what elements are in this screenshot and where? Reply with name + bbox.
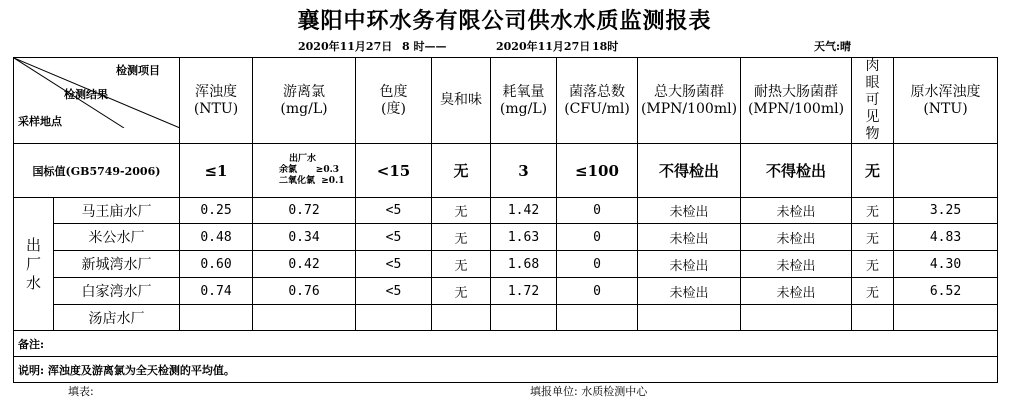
cell-chlorine: 0.76 [253,278,356,305]
std-oxygen: 3 [491,144,557,198]
plant-name: 米公水厂 [54,224,180,251]
cell-thermo-coliform [741,305,852,331]
cell-odor: 无 [432,278,491,305]
corner-location-label: 采样地点 [18,115,62,128]
header-corner [14,58,180,144]
cell-odor: 无 [432,251,491,278]
remark-label: 备注: [14,331,998,357]
col-oxygen: 耗氧量 (mg/L) [491,58,557,144]
table-row [14,198,998,224]
cell-colony: 0 [557,198,638,224]
std-raw-turbidity [894,144,998,198]
standard-label: 国标值(GB5749-2006) [14,144,180,198]
std-coliform: 不得检出 [638,144,741,198]
cell-raw-turbidity: 6.52 [894,278,998,305]
plant-name: 白家湾水厂 [54,278,180,305]
report-title: 襄阳中环水务有限公司供水水质监测报表 [297,8,712,34]
col-thermo-coliform: 耐热大肠菌群 (MPN/100ml) [741,58,852,144]
cell-colony: 0 [557,278,638,305]
cell-raw-turbidity: 3.25 [894,198,998,224]
date-start: 2020年11月27日 [298,40,393,53]
cell-turbidity [180,305,253,331]
cell-visible: 无 [852,251,894,278]
col-visible: 肉眼可见物 [852,58,894,144]
plant-name: 汤店水厂 [54,305,180,331]
plant-name: 新城湾水厂 [54,251,180,278]
std-color: <15 [356,144,432,198]
cell-coliform: 未检出 [638,198,741,224]
col-color: 色度 (度) [356,58,432,144]
date-end: 2020年11月27日 [496,40,591,53]
std-thermo-coliform: 不得检出 [741,144,852,198]
table-row [14,278,998,305]
cell-color [356,305,432,331]
cell-color: <5 [356,198,432,224]
cell-chlorine [253,305,356,331]
cell-chlorine: 0.72 [253,198,356,224]
cell-oxygen: 1.68 [491,251,557,278]
cell-chlorine: 0.42 [253,251,356,278]
cell-odor: 无 [432,224,491,251]
col-raw-turbidity: 原水浑浊度 (NTU) [894,58,998,144]
cell-thermo-coliform: 未检出 [741,278,852,305]
cell-visible: 无 [852,278,894,305]
cell-turbidity: 0.60 [180,251,253,278]
cell-visible [852,305,894,331]
weather: 天气:晴 [814,40,852,53]
cell-colony: 0 [557,251,638,278]
std-visible: 无 [852,144,894,198]
cell-oxygen: 1.72 [491,278,557,305]
hour-end: 18时 [592,40,619,53]
unit-label: 填报单位: 水质检测中心 [530,385,648,398]
cell-oxygen: 1.42 [491,198,557,224]
cell-color: <5 [356,224,432,251]
cell-color: <5 [356,251,432,278]
cell-thermo-coliform: 未检出 [741,224,852,251]
col-colony: 菌落总数 (CFU/ml) [557,58,638,144]
cell-turbidity: 0.48 [180,224,253,251]
cell-colony [557,305,638,331]
cell-oxygen [491,305,557,331]
cell-turbidity: 0.25 [180,198,253,224]
water-quality-table [13,57,998,383]
cell-color: <5 [356,278,432,305]
note-text: 说明: 浑浊度及游离氯为全天检测的平均值。 [14,357,998,383]
col-chlorine: 游离氯 (mg/L) [253,58,356,144]
col-turbidity: 浑浊度 (NTU) [180,58,253,144]
cell-visible: 无 [852,224,894,251]
remark-row [14,331,998,357]
standard-row [14,144,998,198]
header-row [14,58,998,144]
table-row [14,305,998,331]
cell-raw-turbidity: 4.30 [894,251,998,278]
cell-coliform: 未检出 [638,251,741,278]
corner-result-label: 检测结果 [64,88,108,101]
cell-raw-turbidity: 4.83 [894,224,998,251]
std-chlorine: 出厂水 余氯 ≥0.3 二氧化氯 ≥0.1 [253,144,356,198]
cell-coliform [638,305,741,331]
corner-item-label: 检测项目 [116,64,160,77]
group-label: 出厂水 [14,198,54,331]
cell-thermo-coliform: 未检出 [741,198,852,224]
filler-label: 填表: [68,385,94,398]
cell-chlorine: 0.34 [253,224,356,251]
table-row [14,224,998,251]
cell-oxygen: 1.63 [491,224,557,251]
plant-name: 马王庙水厂 [54,198,180,224]
table-row [14,251,998,278]
cell-thermo-coliform: 未检出 [741,251,852,278]
cell-odor: 无 [432,198,491,224]
note-row [14,357,998,383]
cell-turbidity: 0.74 [180,278,253,305]
cell-coliform: 未检出 [638,278,741,305]
col-odor: 臭和味 [432,58,491,144]
cell-visible: 无 [852,198,894,224]
cell-coliform: 未检出 [638,224,741,251]
std-odor: 无 [432,144,491,198]
cell-colony: 0 [557,224,638,251]
col-coliform: 总大肠菌群 (MPN/100ml) [638,58,741,144]
std-colony: ≤100 [557,144,638,198]
std-turbidity: ≤1 [180,144,253,198]
cell-raw-turbidity [894,305,998,331]
hour-start: 8 时—— [402,40,447,53]
cell-odor [432,305,491,331]
